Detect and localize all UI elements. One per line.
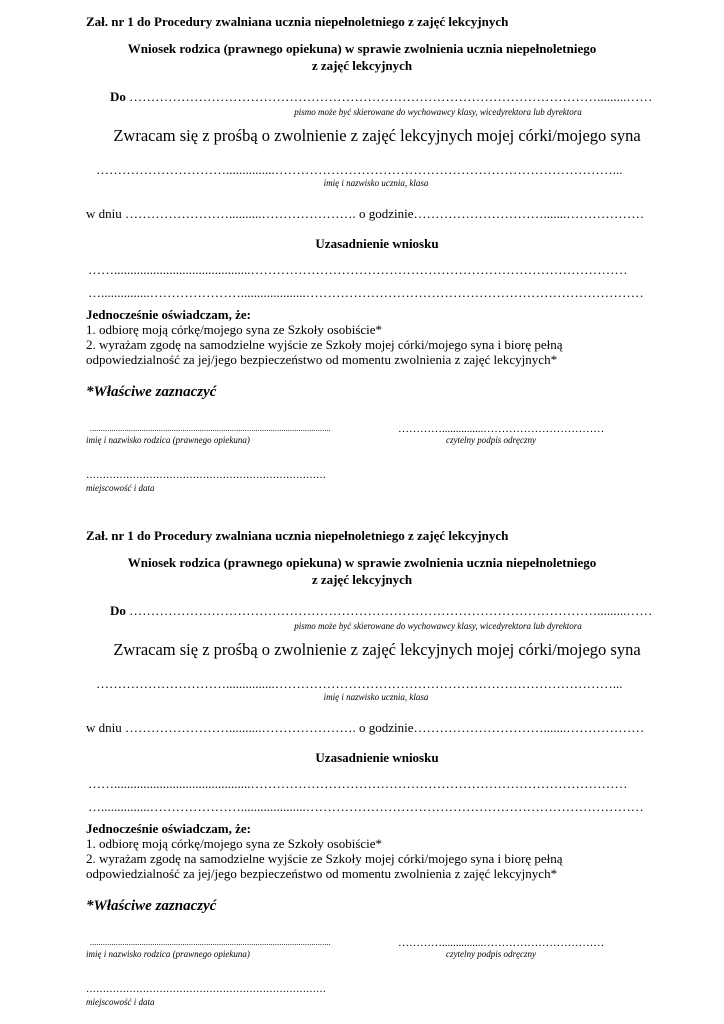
place-date-field[interactable]: ……………………………………………………………… — [86, 984, 326, 995]
signature-caption: czytelny podpis odręczny — [446, 949, 536, 959]
release-form-2 — [0, 514, 724, 1024]
form-heading-line-2: z zajęć lekcyjnych — [311, 572, 413, 587]
addressee-field[interactable]: ……………………………………………………………………………………………….........…… — [129, 603, 653, 618]
attachment-title: Zał. nr 1 do Procedury zwalniana ucznia niepełnoletniego z zajęć lekcyjnych — [86, 528, 509, 543]
addressee-field[interactable]: ……………………………………………………………………………………………….........…… — [129, 89, 653, 104]
release-form-1 — [0, 0, 724, 510]
signature-field[interactable]: …………...............…………………………… — [398, 423, 605, 435]
signature-field[interactable]: …………...............…………………………… — [398, 937, 605, 949]
reason-field-line-2[interactable]: …...............…………………....................…………………………………………………………………… — [88, 799, 644, 814]
addressee-line — [110, 603, 652, 619]
declaration-heading: Jednocześnie oświadczam, że: — [86, 821, 251, 836]
declaration-option-1[interactable]: 1. odbiorę moją córkę/mojego syna ze Szkoły osobiście* — [86, 836, 383, 851]
reason-heading: Uzasadnienie wniosku — [315, 236, 439, 251]
parent-name-caption: imię i nazwisko rodzica (prawnego opiekuna) — [86, 949, 250, 959]
parent-name-field[interactable]: ................................................................................................................ — [90, 938, 331, 947]
reason-field-line-2[interactable]: …...............…………………....................…………………………………………………………………… — [88, 285, 644, 300]
declaration-option-2[interactable]: 2. wyrażam zgodę na samodzielne wyjście ze Szkoły mojej córki/mojego syna i biorę pełną — [86, 851, 563, 866]
parent-name-field[interactable]: ................................................................................................................ — [90, 424, 331, 433]
place-date-caption: miejscowość i data — [86, 997, 155, 1007]
reason-heading: Uzasadnienie wniosku — [315, 750, 439, 765]
reason-field-line-1[interactable]: ……..........................................…………………………………………………………………………… — [88, 776, 628, 791]
place-date-caption: miejscowość i data — [86, 483, 155, 493]
student-name-field[interactable]: …………………………...............……………………………………………………………………... — [96, 162, 623, 177]
signature-caption: czytelny podpis odręczny — [446, 435, 536, 445]
parent-name-caption: imię i nazwisko rodzica (prawnego opiekuna) — [86, 435, 250, 445]
footnote: *Właściwe zaznaczyć — [86, 384, 217, 400]
student-name-field[interactable]: …………………………...............……………………………………………………………………... — [96, 676, 623, 691]
date-time-field[interactable]: w dniu ……………………..........…………………. o godzinie………………………….......……………… — [86, 206, 645, 221]
addressee-label: Do — [110, 603, 126, 618]
declaration-option-2-continued: odpowiedzialność za jej/jego bezpieczeństwo od momentu zwolnienia z zajęć lekcyjnych* — [86, 352, 558, 367]
attachment-title: Zał. nr 1 do Procedury zwalniana ucznia niepełnoletniego z zajęć lekcyjnych — [86, 14, 509, 29]
student-name-caption: imię i nazwisko ucznia, klasa — [323, 178, 429, 188]
request-text: Zwracam się z prośbą o zwolnienie z zajęć lekcyjnych mojej córki/mojego syna — [113, 640, 641, 659]
form-heading-line-1: Wniosek rodzica (prawnego opiekuna) w sprawie zwolnienia ucznia niepełnoletniego — [127, 41, 597, 56]
declaration-option-1[interactable]: 1. odbiorę moją córkę/mojego syna ze Szkoły osobiście* — [86, 322, 383, 337]
reason-field-line-1[interactable]: ……..........................................…………………………………………………………………………… — [88, 262, 628, 277]
form-heading-line-1: Wniosek rodzica (prawnego opiekuna) w sprawie zwolnienia ucznia niepełnoletniego — [127, 555, 597, 570]
place-date-field[interactable]: ……………………………………………………………… — [86, 470, 326, 481]
addressee-caption: pismo może być skierowane do wychowawcy klasy, wicedyrektora lub dyrektora — [294, 621, 582, 631]
footnote: *Właściwe zaznaczyć — [86, 898, 217, 914]
addressee-label: Do — [110, 89, 126, 104]
addressee-line — [110, 89, 652, 105]
declaration-heading: Jednocześnie oświadczam, że: — [86, 307, 251, 322]
declaration-option-2[interactable]: 2. wyrażam zgodę na samodzielne wyjście ze Szkoły mojej córki/mojego syna i biorę pełną — [86, 337, 563, 352]
request-text: Zwracam się z prośbą o zwolnienie z zajęć lekcyjnych mojej córki/mojego syna — [113, 126, 641, 145]
declaration-option-2-continued: odpowiedzialność za jej/jego bezpieczeństwo od momentu zwolnienia z zajęć lekcyjnych* — [86, 866, 558, 881]
addressee-caption: pismo może być skierowane do wychowawcy klasy, wicedyrektora lub dyrektora — [294, 107, 582, 117]
form-heading-line-2: z zajęć lekcyjnych — [311, 58, 413, 73]
student-name-caption: imię i nazwisko ucznia, klasa — [323, 692, 429, 702]
date-time-field[interactable]: w dniu ……………………..........…………………. o godzinie………………………….......……………… — [86, 720, 645, 735]
